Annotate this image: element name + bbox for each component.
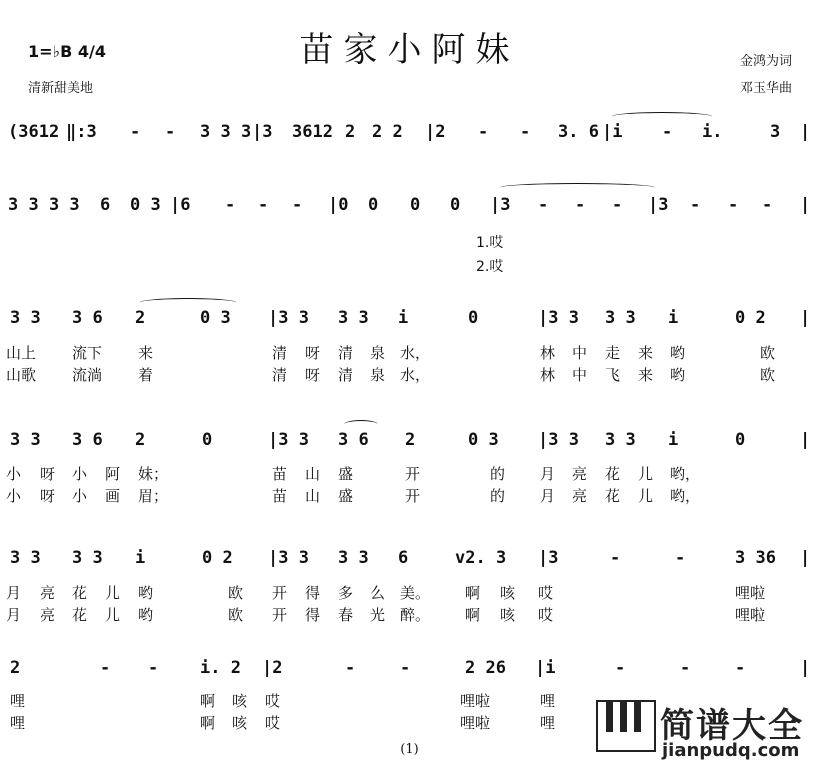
note: -: [520, 122, 531, 142]
note: -: [148, 658, 159, 678]
note: 0: [368, 195, 379, 215]
lyric: 山: [305, 465, 321, 483]
note: 0: [450, 195, 461, 215]
lyric: 春: [338, 606, 354, 624]
note: -: [225, 195, 236, 215]
note: i: [668, 430, 679, 450]
score-row-4: [0, 430, 819, 456]
lyric: 哩啦: [460, 714, 491, 732]
lyrics-row-5b: [0, 604, 819, 626]
note: 3 3: [338, 308, 369, 328]
note: 0 3: [468, 430, 499, 450]
lyric: 哩: [10, 714, 26, 732]
lyric: 水，: [400, 344, 431, 362]
lyric: 呀: [40, 465, 56, 483]
note: |3 3: [268, 430, 309, 450]
note: i. 2: [200, 658, 241, 678]
lyric: 画: [105, 487, 121, 505]
lyric: 开: [272, 584, 288, 602]
lyric: 哟: [138, 606, 154, 624]
barline: |: [800, 308, 811, 328]
note: |3: [538, 548, 559, 568]
note: -: [292, 195, 303, 215]
lyrics-row-3b: [0, 364, 819, 386]
lyric: 啊: [465, 606, 481, 624]
note: -: [680, 658, 691, 678]
lyric: 光: [370, 606, 386, 624]
note: 3 3: [605, 430, 636, 450]
lyric: 呀: [40, 487, 56, 505]
lyric: 哎: [538, 606, 554, 624]
key-signature: 1=♭B 4/4: [28, 42, 106, 61]
lyric: 林: [540, 366, 556, 384]
note: 3 36: [735, 548, 776, 568]
lyric: 儿: [105, 606, 121, 624]
lyric: 欧: [228, 584, 244, 602]
lyric: 哟: [138, 584, 154, 602]
note: 2: [135, 308, 146, 328]
note: -: [662, 122, 673, 142]
lyric: 啊: [465, 584, 481, 602]
note: -: [258, 195, 269, 215]
lyric: 山: [305, 487, 321, 505]
lyric: 啊: [200, 714, 216, 732]
lyric: 欧: [760, 366, 776, 384]
lyric: 小: [6, 487, 22, 505]
slur: [140, 298, 236, 307]
note: (3612: [8, 122, 60, 142]
lyric: 盛: [338, 487, 354, 505]
note: 6: [100, 195, 111, 215]
lyric: 山上: [6, 344, 37, 362]
score-row-1: [0, 122, 819, 148]
note: 3 6: [72, 308, 103, 328]
lyric: 哟，: [670, 465, 701, 483]
lyric: 小: [6, 465, 22, 483]
note: 2: [135, 430, 146, 450]
note: -: [610, 548, 621, 568]
note: 3 6: [72, 430, 103, 450]
lyric: 月: [540, 487, 556, 505]
note: 3 3: [72, 548, 103, 568]
note: ‖:3: [66, 122, 97, 142]
lyric: 哎: [265, 692, 281, 710]
score-row-2: [0, 195, 819, 221]
barline: |: [800, 658, 811, 678]
lyric: 哩: [540, 714, 556, 732]
note: 3 3: [10, 308, 41, 328]
note: |i: [602, 122, 623, 142]
lyric: 月: [540, 465, 556, 483]
slur: [500, 183, 655, 192]
lyric: 中: [572, 344, 588, 362]
site-logo[interactable]: [596, 698, 818, 764]
lyric: 清: [338, 366, 354, 384]
lyric: 儿: [105, 584, 121, 602]
page-number: (1): [400, 742, 419, 757]
note: -: [762, 195, 773, 215]
lyric: 得: [305, 584, 321, 602]
note: v2. 3: [455, 548, 507, 568]
lyric: 咳: [232, 714, 248, 732]
note: |3 3: [538, 308, 579, 328]
logo-text: 简谱大全: [660, 706, 804, 746]
lyric: 哩啦: [735, 606, 766, 624]
barline: |: [800, 195, 811, 215]
slur: [612, 112, 712, 121]
lyric: 哩: [540, 692, 556, 710]
tempo-marking: 清新甜美地: [28, 81, 94, 96]
lyric: 哩啦: [735, 584, 766, 602]
lyric: 小: [72, 465, 88, 483]
lyric: 哎: [538, 584, 554, 602]
note: i: [668, 308, 679, 328]
lyric: 亮: [572, 465, 588, 483]
note: -: [728, 195, 739, 215]
slur: [344, 420, 378, 429]
lyric: 呀: [305, 344, 321, 362]
lyric: 亮: [40, 584, 56, 602]
note: 3 3 3: [200, 122, 252, 142]
lyric: 哟: [670, 366, 686, 384]
lyric: 咳: [500, 606, 516, 624]
lyrics-row-3a: [0, 342, 819, 364]
lyric: 开: [272, 606, 288, 624]
note: 0 2: [735, 308, 766, 328]
lyric: 多: [338, 584, 354, 602]
lyrics-row-5a: [0, 582, 819, 604]
lyric: 飞: [605, 366, 621, 384]
lyric: 呀: [305, 366, 321, 384]
lyricist-credit: 金鸿为词: [740, 54, 793, 69]
lyric: 走: [605, 344, 621, 362]
note: 0 3: [200, 308, 231, 328]
lyric: 水，: [400, 366, 431, 384]
note: 2: [10, 658, 21, 678]
note: 0: [410, 195, 421, 215]
lyric: 泉: [370, 366, 386, 384]
score-row-6: [0, 658, 819, 684]
lyric: 欧: [228, 606, 244, 624]
lyric: 哟，: [670, 487, 701, 505]
lyric: 醉。: [400, 606, 431, 624]
note: |3: [490, 195, 511, 215]
lyric: 盛: [338, 465, 354, 483]
barline: |: [800, 548, 811, 568]
lyric: 的: [490, 465, 506, 483]
note: -: [345, 658, 356, 678]
lyric: 流下: [72, 344, 103, 362]
note: |2: [425, 122, 446, 142]
lyric: 花: [72, 606, 88, 624]
barline: |: [800, 122, 811, 142]
lyric: 小: [72, 487, 88, 505]
lyric: 眉；: [138, 487, 169, 505]
lyric: 花: [72, 584, 88, 602]
note: 3: [770, 122, 781, 142]
note: -: [690, 195, 701, 215]
lyric: 么: [370, 584, 386, 602]
note: 2: [345, 122, 356, 142]
lyric: 月: [6, 584, 22, 602]
note: -: [575, 195, 586, 215]
lyric: 哟: [670, 344, 686, 362]
note: -: [615, 658, 626, 678]
lyric: 月: [6, 606, 22, 624]
note: |3: [648, 195, 669, 215]
piano-icon: [596, 700, 656, 752]
note: 3 3: [10, 548, 41, 568]
lyric: 哩啦: [460, 692, 491, 710]
lyric: 苗: [272, 487, 288, 505]
note: -: [165, 122, 176, 142]
note: i: [398, 308, 409, 328]
note: |3 3: [268, 548, 309, 568]
lyric: 亮: [40, 606, 56, 624]
note: -: [538, 195, 549, 215]
note: -: [735, 658, 746, 678]
note: 3 6: [338, 430, 369, 450]
score-row-3: [0, 308, 819, 334]
lyric: 流淌: [72, 366, 103, 384]
lyric: 林: [540, 344, 556, 362]
logo-url: jianpudq.com: [662, 740, 800, 761]
note: 3 3 3 3: [8, 195, 80, 215]
note: |6: [170, 195, 191, 215]
lyric: 咳: [232, 692, 248, 710]
note: -: [400, 658, 411, 678]
lyric: 欧: [760, 344, 776, 362]
lyric: 着: [138, 366, 154, 384]
note: 3 3: [10, 430, 41, 450]
lyrics-row-4b: [0, 485, 819, 507]
note: -: [675, 548, 686, 568]
lyric: 来: [638, 366, 654, 384]
note: -: [612, 195, 623, 215]
note: |3 3: [538, 430, 579, 450]
note: 2: [405, 430, 416, 450]
note: 0: [202, 430, 213, 450]
lyric: 清: [338, 344, 354, 362]
note: 3. 6: [558, 122, 599, 142]
lyric: 花: [605, 487, 621, 505]
lyric: 花: [605, 465, 621, 483]
lyric: 亮: [572, 487, 588, 505]
lyric: 咳: [500, 584, 516, 602]
lyric: 哎: [265, 714, 281, 732]
lyric: 阿: [105, 465, 121, 483]
barline: |: [800, 430, 811, 450]
note: 0: [468, 308, 479, 328]
lyric: 的: [490, 487, 506, 505]
note: 0 3: [130, 195, 161, 215]
lyric: 苗: [272, 465, 288, 483]
lyric: 儿: [638, 465, 654, 483]
lyric: 来: [638, 344, 654, 362]
note: -: [130, 122, 141, 142]
lyric: 开: [405, 465, 421, 483]
note: 3 3: [605, 308, 636, 328]
note: 2 2: [372, 122, 403, 142]
lyric: 美。: [400, 584, 431, 602]
note: 6: [398, 548, 409, 568]
lyric: 山歌: [6, 366, 37, 384]
note: i: [135, 548, 146, 568]
note: 0: [735, 430, 746, 450]
song-title: 苗家小阿妹: [299, 30, 520, 70]
note: i.: [702, 122, 723, 142]
lyric: 啊: [200, 692, 216, 710]
note: 3612: [292, 122, 333, 142]
score-row-5: [0, 548, 819, 574]
lyrics-row-4a: [0, 463, 819, 485]
lyric: 中: [572, 366, 588, 384]
note: |i: [535, 658, 556, 678]
volta-1: 1.哎: [476, 235, 504, 251]
note: -: [478, 122, 489, 142]
note: |3 3: [268, 308, 309, 328]
lyric: 清: [272, 366, 288, 384]
lyric: 泉: [370, 344, 386, 362]
lyric: 妹；: [138, 465, 169, 483]
note: |2: [262, 658, 283, 678]
composer-credit: 邓玉华曲: [740, 81, 793, 96]
volta-2: 2.哎: [476, 259, 504, 275]
lyric: 来: [138, 344, 154, 362]
note: |0: [328, 195, 349, 215]
lyric: 哩: [10, 692, 26, 710]
lyric: 儿: [638, 487, 654, 505]
lyric: 清: [272, 344, 288, 362]
lyric: 得: [305, 606, 321, 624]
note: 3 3: [338, 548, 369, 568]
note: 0 2: [202, 548, 233, 568]
note: -: [100, 658, 111, 678]
lyric: 开: [405, 487, 421, 505]
note: |3: [252, 122, 273, 142]
note: 2 26: [465, 658, 506, 678]
